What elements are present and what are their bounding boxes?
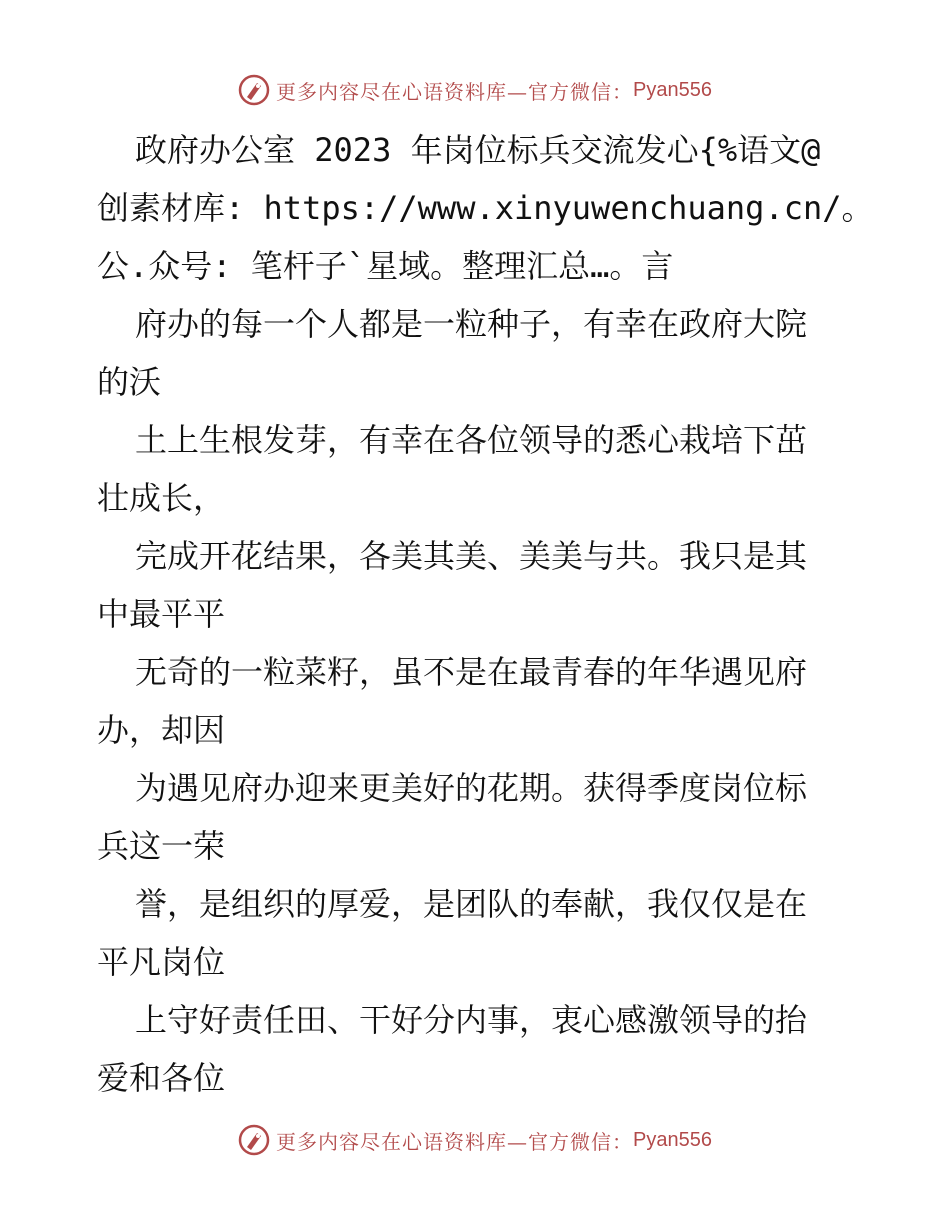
text-line: 为遇见府办迎来更美好的花期。获得季度岗位标 xyxy=(135,769,808,807)
text-line: 土上生根发芽，有幸在各位领导的悉心栽培下茁 xyxy=(135,421,808,459)
pen-nib-logo-icon xyxy=(238,1124,270,1156)
text-line: 上守好责任田、干好分内事，衷心感激领导的抬 xyxy=(135,1001,808,1039)
text-line: 政府办公室 2023 年岗位标兵交流发心{%语文@ xyxy=(135,131,821,169)
banner-wechat-id: Pyan556 xyxy=(633,1128,712,1151)
text-line: 中最平平 xyxy=(97,595,226,633)
text-line: 创素材库: https://www.xinyuwenchuang.cn/。 xyxy=(97,189,874,227)
banner-text: 更多内容尽在心语资料库—官方微信： xyxy=(276,79,634,104)
text-line: 兵这一荣 xyxy=(97,827,226,865)
text-line: 爱和各位 xyxy=(97,1059,226,1097)
footer-watermark-banner xyxy=(0,1120,950,1160)
text-line: 公.众号: 笔杆子`星域。整理汇总…。言 xyxy=(97,247,674,285)
text-line: 的沃 xyxy=(97,363,162,401)
text-line: 誉，是组织的厚爱，是团队的奉献，我仅仅是在 xyxy=(135,885,808,923)
text-line: 壮成长， xyxy=(97,479,226,517)
text-line: 无奇的一粒菜籽，虽不是在最青春的年华遇见府 xyxy=(135,653,808,691)
text-line: 府办的每一个人都是一粒种子，有幸在政府大院 xyxy=(135,305,808,343)
banner-wechat-id: Pyan556 xyxy=(633,78,712,101)
text-line: 办，却因 xyxy=(97,711,226,749)
banner-text: 更多内容尽在心语资料库—官方微信： xyxy=(276,1129,634,1154)
text-line: 完成开花结果，各美其美、美美与共。我只是其 xyxy=(135,537,808,575)
text-line: 平凡岗位 xyxy=(97,943,226,981)
